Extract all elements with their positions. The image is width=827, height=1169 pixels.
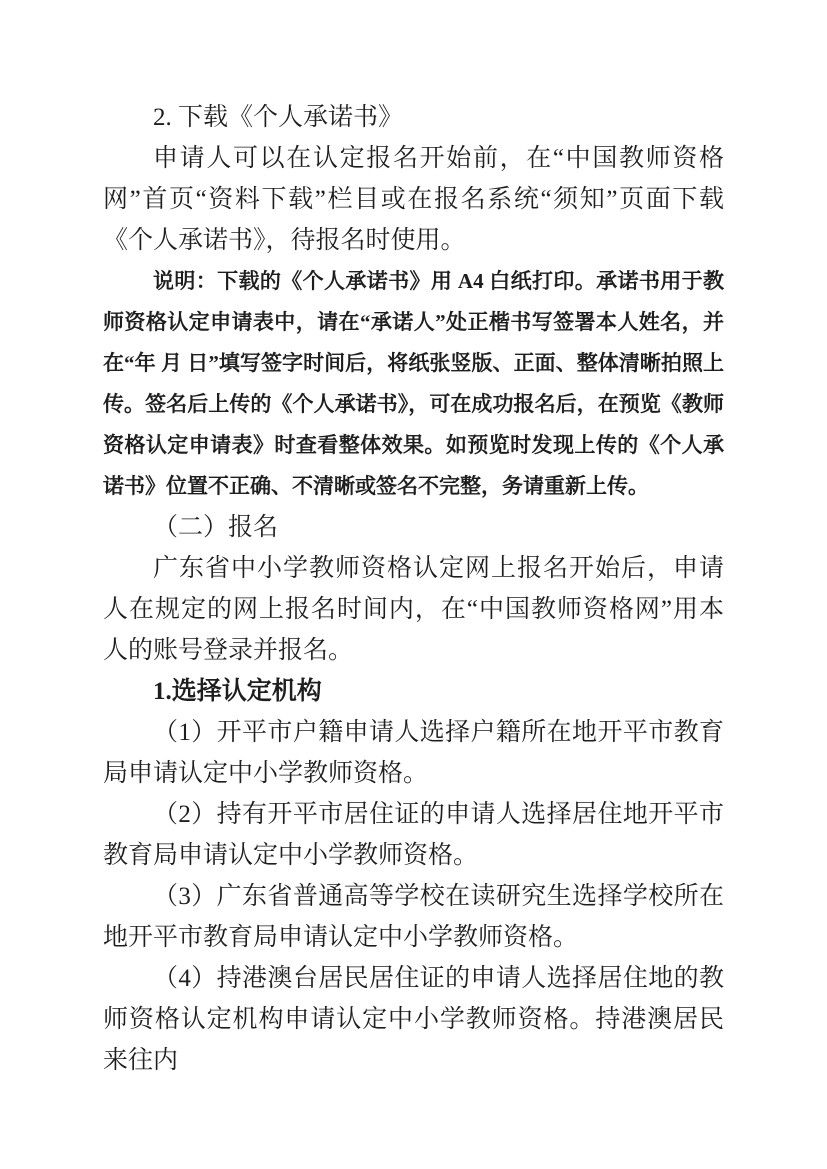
paragraph-download-instructions: 申请人可以在认定报名开始前，在“中国教师资格网”首页“资料下载”栏目或在报名系统“须知”页面下载《个人承诺书》，待报名时使用。 xyxy=(103,145,724,254)
heading-registration-section: （二）报名 xyxy=(153,514,279,541)
paragraph-note-printing-signing: 说明：下载的《个人承诺书》用 A4 白纸打印。承诺书用于教师资格认定申请表中，请在“承诺人”处正楷书写签署本人姓名，并在“年 月 日”填写签字时间后，将纸张竖版、正面、整体清晰拍照上传。签名后上传的《个人承诺书》，可在成功报名后，在预览《教师资格认定申请表》时查看整体效果。如预览时发现上传的《个人承诺书》位置不正确、不清晰或签名不完整，务请重新上传。 xyxy=(103,269,724,498)
paragraph-item-1-household-registration: （1）开平市户籍申请人选择户籍所在地开平市教育局申请认定中小学教师资格。 xyxy=(103,719,724,787)
document-content xyxy=(103,97,724,1081)
paragraph-item-2-residence-permit: （2）持有开平市居住证的申请人选择居住地开平市教育局申请认定中小学教师资格。 xyxy=(103,801,724,869)
paragraph-registration-login: 广东省中小学教师资格认定网上报名开始后，申请人在规定的网上报名时间内，在“中国教师资格网”用本人的账号登录并报名。 xyxy=(103,555,724,664)
paragraph-item-3-graduate-students: （3）广东省普通高等学校在读研究生选择学校所在地开平市教育局申请认定中小学教师资格。 xyxy=(103,883,724,951)
subheading-choose-certification-agency: 1.选择认定机构 xyxy=(153,678,322,705)
paragraph-item-4-hk-macau-taiwan-residents: （4）持港澳台居民居住证的申请人选择居住地的教师资格认定机构申请认定中小学教师资格。持港澳居民来往内 xyxy=(103,965,724,1074)
heading-download-commitment-letter: 2. 下载《个人承诺书》 xyxy=(153,104,404,131)
